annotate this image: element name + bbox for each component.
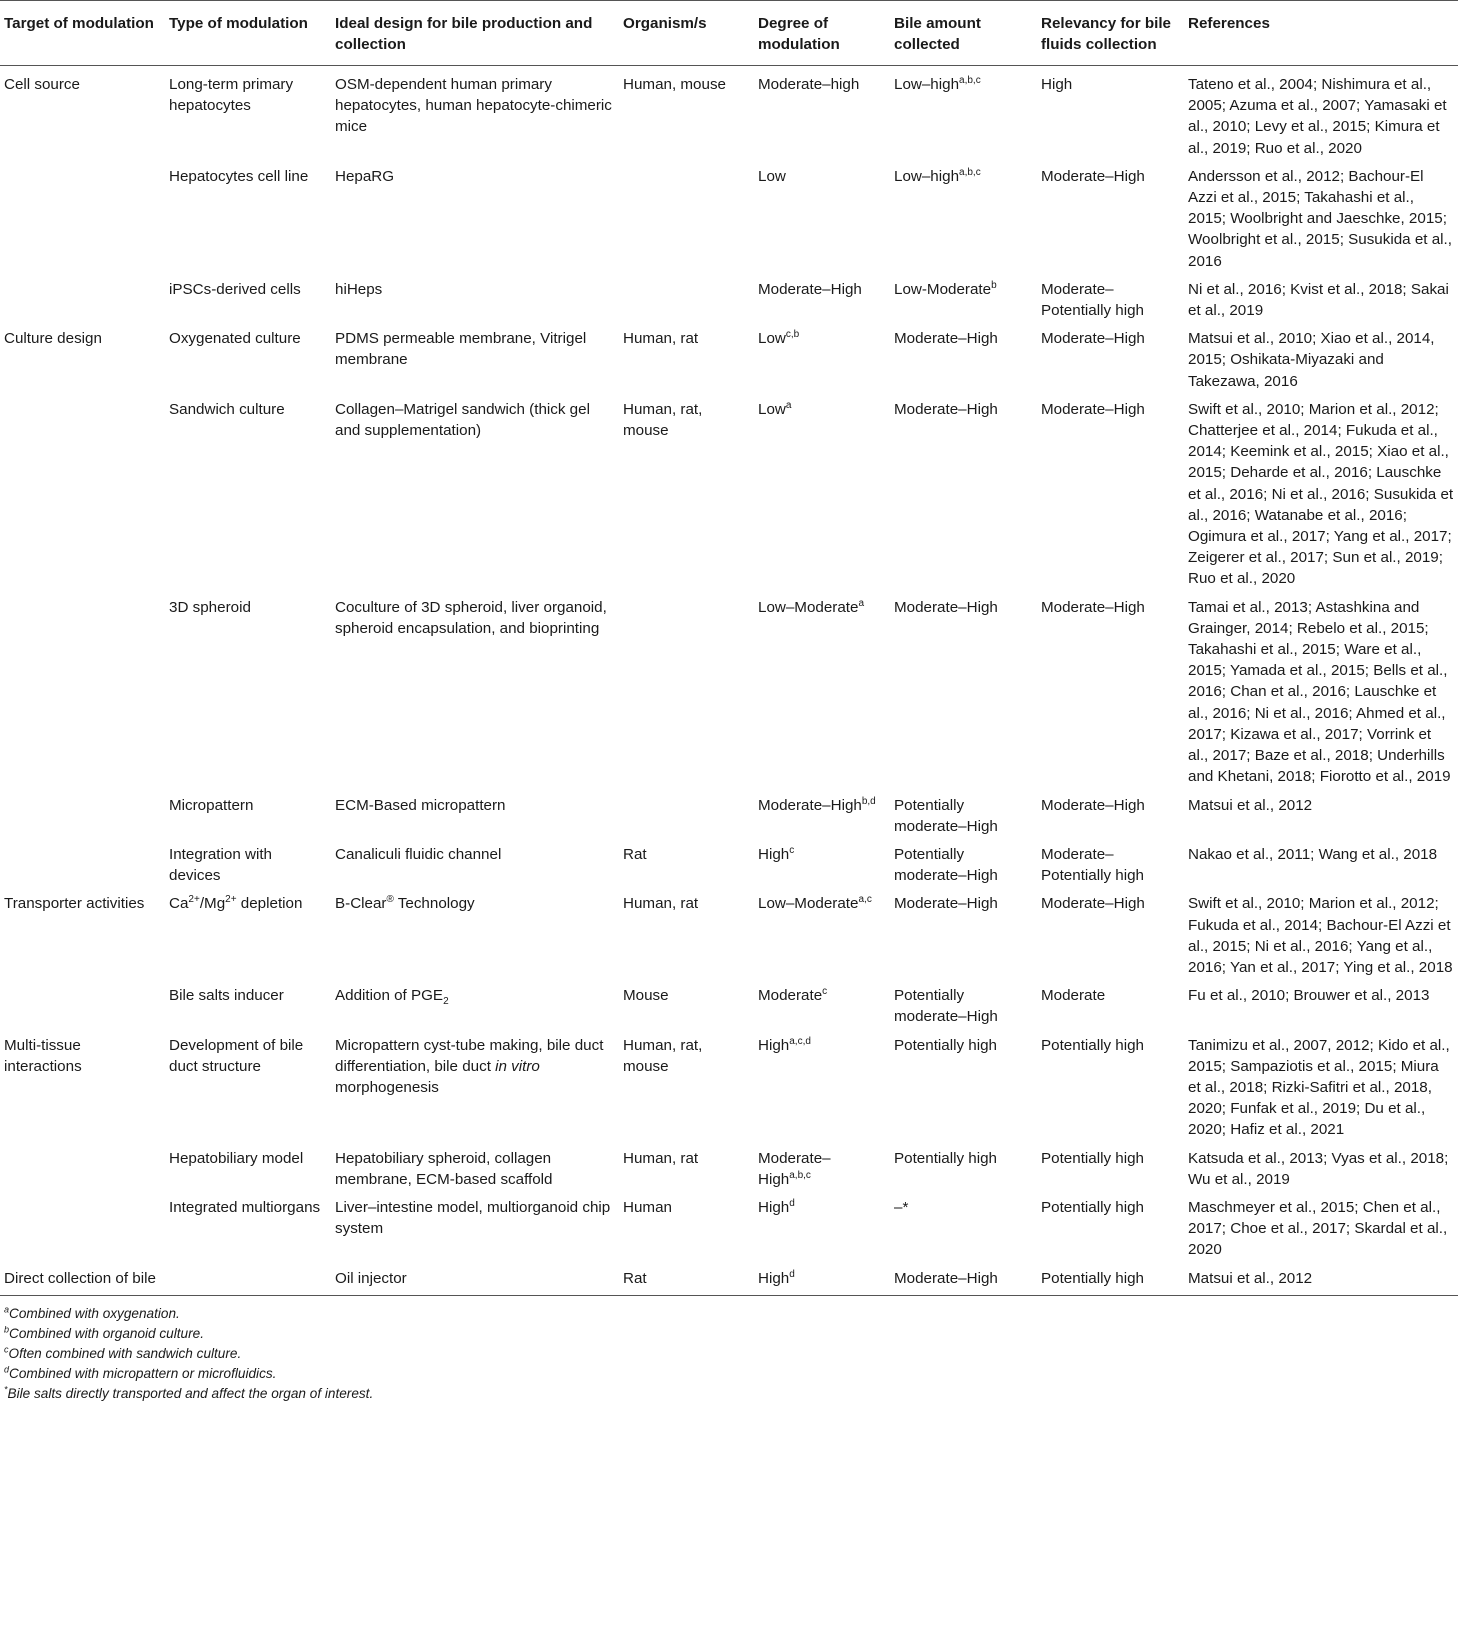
degree-text: Low [758,400,786,418]
cell-references: Tanimizu et al., 2007, 2012; Kido et al., 2015; Sampaziotis et al., 2015; Miura et al., 2018; Rizki-Safitri et al., 2018, 2020; Funfak et al., 2019; Du et al., 2020; Hafiz et al., 2021 [1188,1036,1450,1139]
subscript: 2 [443,996,449,1008]
degree-text: Low–Moderate [758,598,859,616]
cell-degree [754,1193,890,1264]
cell-organism: Mouse [623,987,669,1005]
footnote-mark: a,b,c [959,166,981,178]
cell-bile: Potentially high [894,1149,998,1167]
cell-type: Oxygenated culture [169,330,301,348]
cell-references: Matsui et al., 2010; Xiao et al., 2014, 2015; Oshikata-Miyazaki and Takezawa, 2016 [1188,330,1435,390]
table-row [0,1144,1458,1193]
bile-text: Low–high [894,167,960,185]
cell-target: Transporter activities [4,895,145,913]
footnote-mark: b [991,279,997,291]
cell-references: Fu et al., 2010; Brouwer et al., 2013 [1188,987,1430,1005]
degree-text: High [758,1269,790,1287]
table-row [0,395,1458,593]
degree-text: High [758,845,790,863]
footnote-mark: d [789,1268,795,1280]
cell-organism [619,593,754,791]
table-row [0,324,1458,395]
cell-target: Multi-tissue interactions [4,1036,82,1075]
footnote-text: Combined with micropattern or microfluidics. [9,1365,277,1381]
cell-bile: Moderate–High [894,400,998,418]
table-row [0,1031,1458,1144]
cell-degree [754,840,890,889]
cell-target [0,791,165,840]
cell-type: Hepatobiliary model [169,1149,304,1167]
design-text: Technology [393,895,475,913]
cell-design [331,1031,619,1144]
cell-degree [754,791,890,840]
cell-bile: Moderate–High [894,330,998,348]
cell-references: Katsuda et al., 2013; Vyas et al., 2018; Wu et al., 2019 [1188,1149,1449,1188]
cell-target: Cell source [4,76,80,93]
degree-text: Low [758,330,786,348]
header-relevancy: Relevancy for bile fluids collection [1037,1,1184,66]
cell-relevancy: High [1041,76,1073,93]
footnote-mark: a [858,597,865,609]
cell-target [0,162,165,275]
cell-references: Ni et al., 2016; Kvist et al., 2018; Sakai et al., 2019 [1188,280,1449,320]
superscript: 2+ [225,894,237,906]
cell-bile: –* [894,1198,909,1216]
footnote [4,1364,1454,1384]
header-design: Ideal design for bile production and collection [331,1,619,66]
cell-references: Andersson et al., 2012; Bachour-El Azzi et al., 2015; Takahashi et al., 2015; Woolbright and Jaeschke, 2015; Woolbright et al., 2015; Susukida et al., 2016 [1188,167,1452,270]
registered-mark: ® [386,894,394,906]
degree-text: High [758,1036,790,1054]
cell-target [0,593,165,791]
cell-type: Integrated multiorgans [169,1198,321,1216]
cell-degree [754,889,890,981]
cell-organism [619,791,754,840]
footnote-mark: c [789,844,795,856]
cell-references: Maschmeyer et al., 2015; Chen et al., 2017; Choe et al., 2017; Skardal et al., 2020 [1188,1198,1448,1259]
cell-organism [619,162,754,275]
cell-type [165,889,331,981]
cell-design: OSM-dependent human primary hepatocytes, human hepatocyte-chimeric mice [335,76,612,136]
footnote-text: Combined with oxygenation. [9,1305,180,1321]
cell-relevancy: Moderate–High [1041,167,1145,185]
cell-relevancy: Moderate– Potentially high [1041,280,1145,320]
footnote-mark: a,c [858,894,872,906]
cell-organism: Human [623,1198,672,1216]
cell-type: Hepatocytes cell line [169,167,309,185]
table-row [0,66,1458,162]
cell-design: Coculture of 3D spheroid, liver organoid, spheroid encapsulation, and bioprinting [335,598,607,637]
footnote-mark: b,d [861,795,876,807]
degree-text: Moderate–High [758,796,862,814]
cell-organism: Human, mouse [623,76,726,93]
cell-design: ECM-Based micropattern [335,796,506,814]
cell-relevancy: Potentially high [1041,1149,1145,1167]
table-row [0,840,1458,889]
table-row [0,981,1458,1030]
cell-degree [754,981,890,1030]
cell-references: Swift et al., 2010; Marion et al., 2012; Chatterjee et al., 2014; Fukuda et al., 2014; Keemink et al., 2015; Xiao et al., 2015; Deharde et al., 2016; Lauschke et al., 2016; Ni et al., 2016; Susukida et al., 2016; Watanabe et al., 2016; Ogimura et al., 2017; Yang et al., 2017; Zeigerer et al., 2017; Sun et al., 2019; Ruo et al., 2020 [1188,400,1454,588]
footnote-mark: b [4,1324,10,1335]
cell-degree [754,395,890,593]
footnote-mark: c,b [785,329,800,341]
cell-references: Matsui et al., 2012 [1188,796,1313,814]
cell-relevancy: Moderate– Potentially high [1041,845,1145,885]
cell-degree: Moderate–High [758,280,862,298]
footnote [4,1384,1454,1404]
cell-organism: Human, rat, mouse [623,400,703,440]
footnote-text: Bile salts directly transported and affect the organ of interest. [7,1385,374,1401]
table-row [0,791,1458,840]
cell-relevancy: Potentially high [1041,1198,1145,1216]
cell-bile [890,275,1037,324]
cell-references: Swift et al., 2010; Marion et al., 2012; Fukuda et al., 2014; Bachour-El Azzi et al., 2015; Ni et al., 2016; Yang et al., 2016; Yan et al., 2017; Ying et al., 2018 [1188,895,1453,976]
cell-target [0,981,165,1030]
cell-bile: Potentially high [894,1036,998,1054]
design-text: Micropattern cyst-tube making, bile duct differentiation, bile duct [335,1036,604,1075]
cell-bile [890,66,1037,162]
header-bile: Bile amount collected [890,1,1037,66]
cell-target [0,395,165,593]
header-organism: Organism/s [619,1,754,66]
degree-text: High [758,1198,790,1216]
footnote-mark: d [4,1364,10,1375]
cell-design [331,889,619,981]
cell-organism [619,275,754,324]
cell-target: Culture design [4,330,102,348]
cell-bile: Moderate–High [894,895,998,913]
table-row [0,275,1458,324]
cell-organism: Rat [623,845,647,863]
cell-design: HepaRG [335,167,395,185]
cell-type: Long-term primary hepatocytes [169,76,294,115]
cell-design: hiHeps [335,280,383,298]
table-row [0,162,1458,275]
cell-type: Sandwich culture [169,400,285,418]
cell-target: Direct collection of bile [0,1264,165,1296]
cell-design: Canaliculi fluidic channel [335,845,502,863]
cell-references: Nakao et al., 2011; Wang et al., 2018 [1188,845,1438,863]
cell-type: 3D spheroid [169,598,251,616]
cell-relevancy: Moderate–High [1041,330,1145,348]
table-row [0,593,1458,791]
cell-degree [754,593,890,791]
cell-organism: Human, rat [623,330,699,348]
header-type: Type of modulation [165,1,331,66]
cell-target [0,275,165,324]
footnote-text: Combined with organoid culture. [9,1325,204,1341]
design-text: B-Clear [335,895,387,913]
footnote [4,1344,1454,1364]
type-text: Ca [169,895,189,913]
cell-target [0,840,165,889]
cell-degree [754,1031,890,1144]
footnote [4,1304,1454,1324]
cell-organism: Human, rat [623,895,699,913]
cell-bile: Moderate–High [890,1264,1037,1296]
cell-design: Liver–intestine model, multiorganoid chip system [335,1198,611,1238]
footnote-text: Often combined with sandwich culture. [8,1345,242,1361]
cell-degree [754,324,890,395]
cell-target [0,1193,165,1264]
cell-bile: Potentially moderate–High [894,987,998,1026]
cell-bile: Potentially moderate–High [894,796,998,835]
bile-text: Low–high [894,76,960,93]
cell-degree: Moderate–high [758,76,860,93]
degree-text: Moderate– High [758,1149,831,1188]
cell-type: Integration with devices [169,845,272,885]
footnote-mark: a,c,d [789,1035,811,1047]
footnote-mark: a,b,c [789,1169,811,1181]
header-target: Target of modulation [0,1,165,66]
cell-degree [754,1264,890,1296]
footnote-mark: d [789,1197,795,1209]
superscript: 2+ [188,894,200,906]
degree-text: Moderate [758,987,823,1005]
cell-degree [754,1144,890,1193]
table-row [0,889,1458,981]
cell-references: Tamai et al., 2013; Astashkina and Grainger, 2014; Rebelo et al., 2015; Takahashi et al., 2015; Ware et al., 2015; Yamada et al., 2015; Bells et al., 2016; Chan et al., 2016; Lauschke et al., 2016; Ni et al., 2016; Ahmed et al., 2017; Kizawa et al., 2017; Vorrink et al., 2017; Baze et al., 2018; Underhills and Khetani, 2018; Fiorotto et al., 2019 [1188,598,1451,786]
header-row [0,1,1458,66]
cell-relevancy: Moderate–High [1041,895,1145,913]
footnote-mark: * [4,1384,8,1395]
cell-design: Hepatobiliary spheroid, collagen membrane, ECM-based scaffold [335,1149,553,1188]
header-degree: Degree of modulation [754,1,890,66]
cell-bile: Potentially moderate–High [894,845,998,885]
cell-references: Tateno et al., 2004; Nishimura et al., 2005; Azuma et al., 2007; Yamasaki et al., 2010; Levy et al., 2015; Kimura et al., 2019; Ruo et al., 2020 [1188,76,1447,157]
cell-design: Collagen–Matrigel sandwich (thick gel and supplementation) [335,400,590,440]
table-row [0,1193,1458,1264]
cell-type: Development of bile duct structure [169,1036,304,1075]
footnote-mark: a [4,1304,10,1315]
cell-design [331,981,619,1030]
footnote-mark: c [4,1344,9,1355]
cell-type [165,1264,331,1296]
footnote [4,1324,1454,1344]
design-text: Addition of PGE [335,987,444,1005]
cell-organism: Human, rat, mouse [623,1036,703,1075]
cell-relevancy: Moderate [1041,987,1106,1005]
cell-relevancy: Moderate–High [1041,400,1145,418]
cell-bile [890,162,1037,275]
cell-relevancy: Moderate–High [1041,598,1145,616]
header-references: References [1184,1,1458,66]
footnote-mark: c [822,986,828,998]
design-text: morphogenesis [335,1078,439,1096]
cell-design: Oil injector [331,1264,619,1296]
table-footnotes [0,1296,1458,1404]
cell-type: iPSCs-derived cells [169,280,301,298]
footnote-mark: a,b,c [959,74,981,86]
cell-organism: Rat [619,1264,754,1296]
type-text: /Mg [199,895,226,913]
design-italic: in vitro [495,1057,540,1075]
cell-type: Micropattern [169,796,254,814]
type-text: depletion [236,895,303,913]
table-row [0,1264,1458,1296]
cell-organism: Human, rat [623,1149,699,1167]
degree-text: Low–Moderate [758,895,859,913]
cell-relevancy: Potentially high [1037,1264,1184,1296]
cell-relevancy: Potentially high [1041,1036,1145,1054]
cell-degree: Low [758,167,786,185]
cell-references: Matsui et al., 2012 [1184,1264,1458,1296]
cell-design: PDMS permeable membrane, Vitrigel membrane [335,330,587,369]
cell-bile: Moderate–High [894,598,998,616]
cell-type: Bile salts inducer [169,987,284,1005]
cell-relevancy: Moderate–High [1041,796,1145,814]
bile-text: Low-Moderate [894,280,992,298]
cell-target [0,1144,165,1193]
footnote-mark: a [785,399,792,411]
